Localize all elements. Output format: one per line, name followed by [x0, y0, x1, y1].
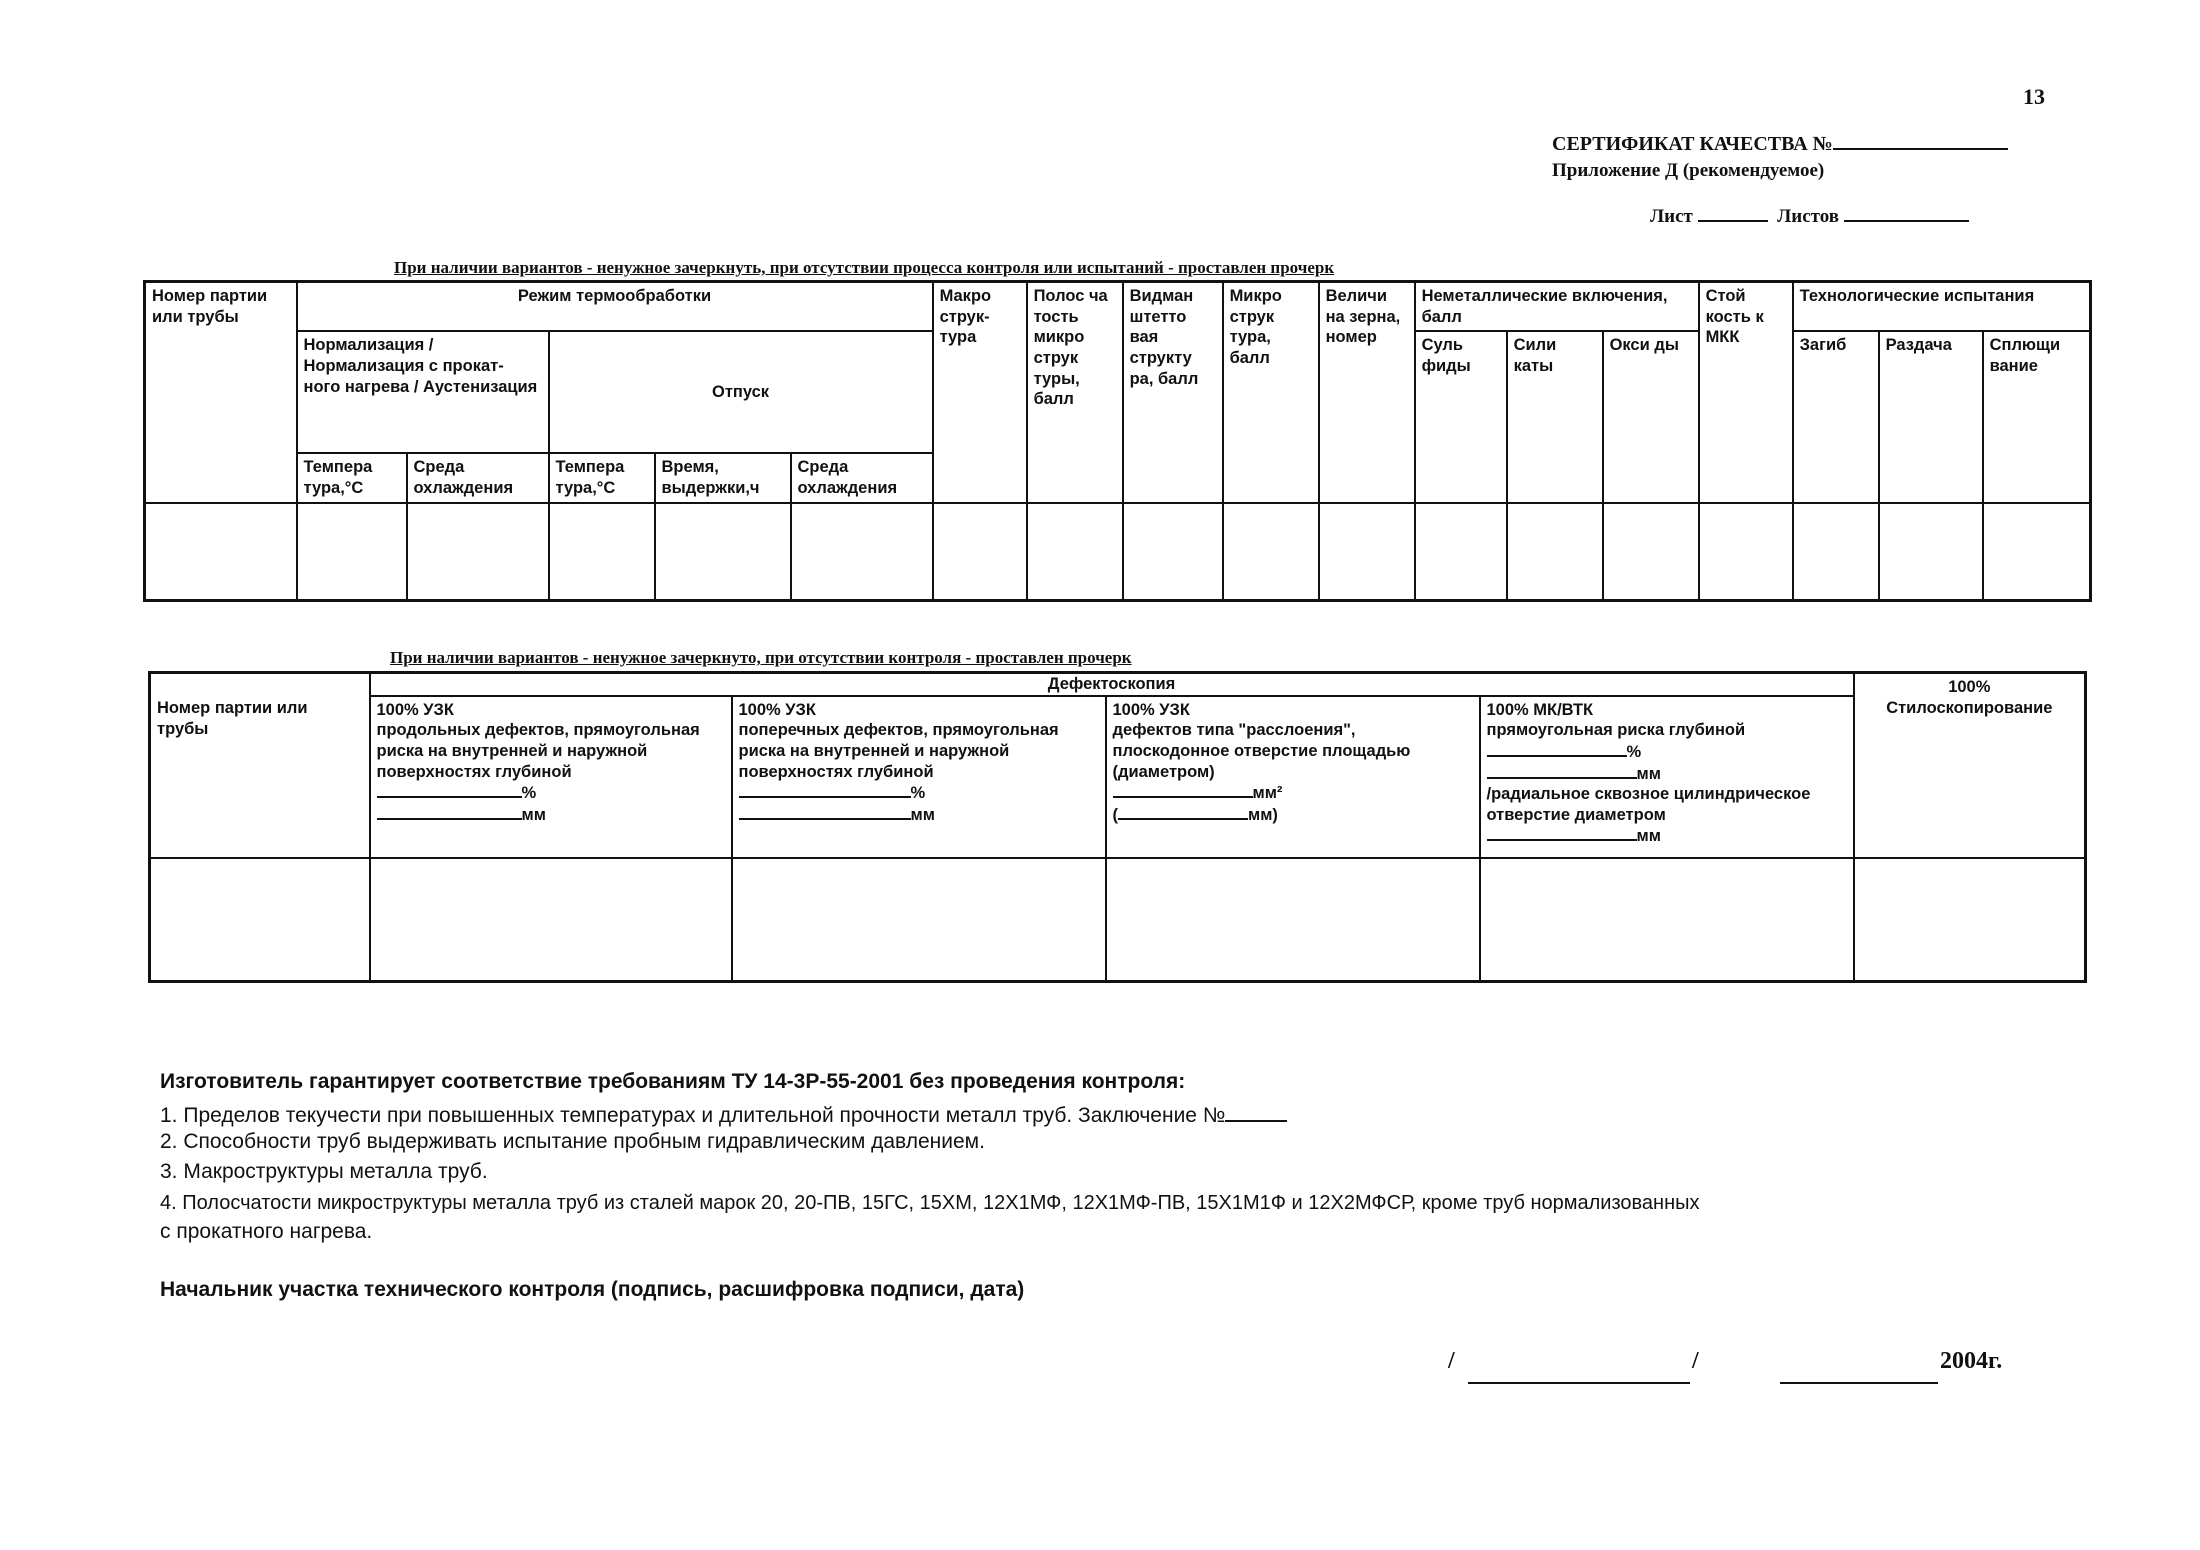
uzk-lamination-title: 100% УЗК	[1112, 700, 1190, 719]
mk-vtk-header	[1480, 696, 1854, 858]
uzk1-mm-field[interactable]	[377, 804, 522, 820]
conclusion-number-field[interactable]	[1225, 1102, 1287, 1122]
mk-vtk-text-2: /радиальное сквозное цилиндрическое отверстие диаметром	[1486, 785, 1811, 824]
uzk-lamination-header	[1106, 696, 1480, 858]
guarantee-item-1-text: 1. Пределов текучести при повышенных температурах и длительной прочности металл труб. Заключение №	[160, 1104, 1226, 1127]
data-cell[interactable]	[1603, 503, 1699, 601]
mk-percent-field[interactable]	[1487, 741, 1627, 757]
tech-tests-header: Технологические испытания	[1793, 282, 2091, 332]
data-cell[interactable]	[549, 503, 655, 601]
steeloscopy-header	[1854, 673, 2086, 858]
data-cell[interactable]	[1106, 858, 1480, 982]
flaring-header: Раздача	[1879, 331, 1983, 502]
normalization-header: Нормализация / Нормализация с прокат- ного нагрева / Аустенизация	[297, 331, 549, 453]
appendix-label: Приложение Д (рекомендуемое)	[1552, 160, 1825, 181]
sulfides-header: Суль фиды	[1415, 331, 1507, 502]
data-cell[interactable]	[933, 503, 1027, 601]
data-cell[interactable]	[1223, 503, 1319, 601]
page-number: 13	[2023, 84, 2045, 109]
data-cell[interactable]	[297, 503, 407, 601]
steeloscopy-title: 100%	[1948, 678, 1991, 696]
data-cell[interactable]	[1854, 858, 2086, 982]
inclusions-header: Неметаллические включения, балл	[1415, 282, 1699, 332]
data-cell[interactable]	[1879, 503, 1983, 601]
signature-slash-right: /	[1692, 1348, 1699, 1374]
mm-unit: мм	[1636, 827, 1661, 846]
temper-medium-header: Среда охлаждения	[791, 453, 933, 502]
bend-header: Загиб	[1793, 331, 1879, 502]
mm-unit: мм	[1636, 764, 1661, 783]
data-cell[interactable]	[370, 858, 732, 982]
data-cell[interactable]	[150, 858, 370, 982]
mm-unit: мм	[521, 805, 546, 824]
data-cell[interactable]	[791, 503, 933, 601]
norm-medium-header: Среда охлаждения	[407, 453, 549, 502]
uzk3-area-field[interactable]	[1113, 782, 1253, 798]
temper-time-header: Время, выдержки,ч	[655, 453, 791, 502]
certificate-number-field[interactable]	[1833, 132, 2008, 150]
sheets-total-field[interactable]	[1844, 206, 1969, 222]
temper-temperature-header: Темпера тура,°С	[549, 453, 655, 502]
defectoscopy-table	[148, 671, 2087, 983]
uzk2-percent-field[interactable]	[739, 782, 911, 798]
heat-treatment-header: Режим термообработки	[297, 282, 933, 332]
data-cell[interactable]	[1983, 503, 2091, 601]
sheets-label: Листов	[1777, 206, 1840, 227]
norm-temperature-header: Темпера тура,°С	[297, 453, 407, 502]
guarantee-item-1	[160, 1102, 1287, 1128]
open-paren: (	[1112, 805, 1118, 824]
mkk-header: Стой кость к МКК	[1699, 282, 1793, 503]
uzk3-diameter-field[interactable]	[1118, 804, 1248, 820]
certificate-title-text: СЕРТИФИКАТ КАЧЕСТВА №	[1552, 133, 1833, 155]
mm-unit: мм	[910, 805, 935, 824]
guarantee-statement: Изготовитель гарантирует соответствие требованиям ТУ 14-3Р-55-2001 без проведения контроля:	[160, 1070, 1186, 1093]
banding-header: Полос ча тость микро струк туры, балл	[1027, 282, 1123, 503]
data-cell[interactable]	[145, 503, 297, 601]
oxides-header: Окси ды	[1603, 331, 1699, 502]
data-cell[interactable]	[1123, 503, 1223, 601]
uzk-longitudinal-title: 100% УЗК	[376, 700, 454, 719]
data-cell[interactable]	[1699, 503, 1793, 601]
mk-vtk-title: 100% МК/ВТК	[1486, 700, 1594, 719]
table2-note: При наличии вариантов - ненужное зачеркнуто, при отсутствии контроля - проставлен прочерк	[390, 648, 1132, 667]
table1-data-row	[145, 503, 2091, 601]
guarantee-item-2: 2. Способности труб выдерживать испытание пробным гидравлическим давлением.	[160, 1130, 985, 1153]
mk-diameter-field[interactable]	[1487, 825, 1637, 841]
data-cell[interactable]	[732, 858, 1106, 982]
data-cell[interactable]	[1793, 503, 1879, 601]
guarantee-item-4-cont: с прокатного нагрева.	[160, 1220, 373, 1243]
percent-unit: %	[1626, 742, 1642, 761]
data-cell[interactable]	[1480, 858, 1854, 982]
mk-mm-field[interactable]	[1487, 763, 1637, 779]
steeloscopy-text: Стилоскопирование	[1886, 698, 2053, 717]
uzk-lamination-text: дефектов типа "расслоения", плоскодонное отверстие площадью (диаметром)	[1112, 721, 1411, 781]
data-cell[interactable]	[1415, 503, 1507, 601]
defectoscopy-header: Дефектоскопия	[370, 673, 1854, 696]
uzk-longitudinal-header	[370, 696, 732, 858]
guarantee-item-4: 4. Полосчатости микроструктуры металла труб из сталей марок 20, 20-ПВ, 15ГС, 15ХМ, 12Х1МФ, 12Х1МФ-ПВ, 15Х1М1Ф и 12Х2МФСР, кроме труб нормализованных	[160, 1192, 1700, 1214]
data-cell[interactable]	[655, 503, 791, 601]
sheet-label: Лист	[1650, 206, 1693, 227]
data-cell[interactable]	[407, 503, 549, 601]
data-cell[interactable]	[1027, 503, 1123, 601]
signature-slash-left: /	[1448, 1348, 1455, 1374]
year-label: 2004г.	[1940, 1348, 2003, 1374]
date-field[interactable]	[1780, 1360, 1938, 1384]
heat-treatment-table	[143, 280, 2092, 602]
percent-unit: %	[910, 784, 926, 803]
data-cell[interactable]	[1507, 503, 1603, 601]
sheet-field[interactable]	[1698, 206, 1768, 222]
widmanstatten-header: Видман штетто вая структу ра, балл	[1123, 282, 1223, 503]
grain-size-header: Величи на зерна, номер	[1319, 282, 1415, 503]
uzk1-percent-field[interactable]	[377, 782, 522, 798]
uzk-transverse-title: 100% УЗК	[738, 700, 816, 719]
tempering-header: Отпуск	[549, 331, 933, 453]
flattening-header: Сплющи вание	[1983, 331, 2091, 502]
percent-unit: %	[521, 784, 537, 803]
macrostructure-header: Макро струк- тура	[933, 282, 1027, 503]
table2-data-row	[150, 858, 2086, 982]
chief-signature-label: Начальник участка технического контроля (подпись, расшифровка подписи, дата)	[160, 1278, 1025, 1301]
microstructure-header: Микро струк тура, балл	[1223, 282, 1319, 503]
uzk-transverse-text: поперечных дефектов, прямоугольная риска на внутренней и наружной поверхностях глубиной	[738, 721, 1059, 781]
guarantee-item-3: 3. Макроструктуры металла труб.	[160, 1160, 488, 1183]
data-cell[interactable]	[1319, 503, 1415, 601]
mk-vtk-text: прямоугольная риска глубиной	[1486, 721, 1746, 740]
uzk2-mm-field[interactable]	[739, 804, 911, 820]
sheet-counter	[1650, 206, 1969, 228]
uzk-transverse-header	[732, 696, 1106, 858]
table1-note: При наличии вариантов - ненужное зачеркнуть, при отсутствии процесса контроля или испытаний - проставлен прочерк	[394, 258, 1335, 277]
signature-field[interactable]	[1468, 1360, 1690, 1384]
t2-batch-number-header: Номер партии или трубы	[150, 673, 370, 858]
silicates-header: Сили каты	[1507, 331, 1603, 502]
mm-close-unit: мм)	[1248, 805, 1278, 824]
certificate-title	[1552, 132, 2008, 156]
mm2-unit: мм²	[1252, 784, 1283, 803]
uzk-longitudinal-text: продольных дефектов, прямоугольная риска на внутренней и наружной поверхностях глубиной	[376, 721, 700, 781]
batch-number-header: Номер партии или трубы	[145, 282, 297, 503]
